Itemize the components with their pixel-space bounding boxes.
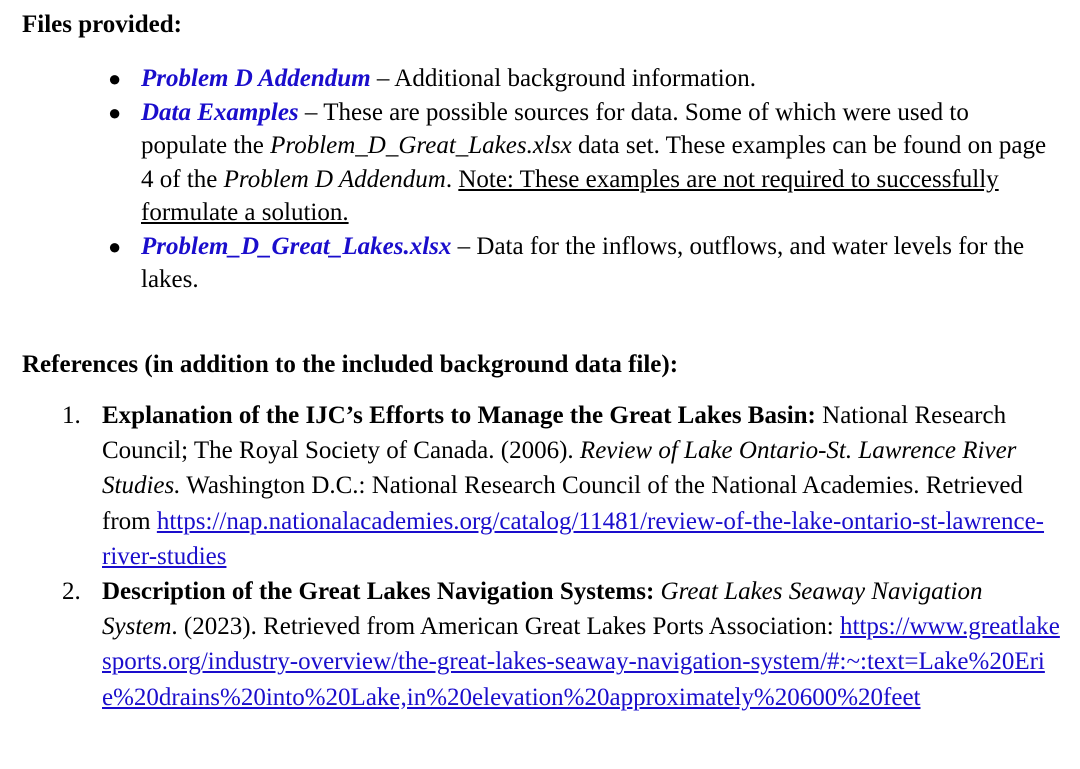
reference-italic: Review of Lake Ontario-St. Lawrence River Studies. (102, 437, 1017, 500)
bullet-icon: ● (108, 99, 122, 125)
reference-title: Explanation of the IJC’s Efforts to Manage the Great Lakes Basin: (102, 402, 816, 429)
reference-title: Description of the Great Lakes Navigation Systems: (102, 578, 655, 606)
reference-link-greatlakesports[interactable]: https://www.greatlakesports.org/industry-overview/the-great-lakes-seaway-navigation-system/#:~:text=Lake%20Erie%20drains%20into%20Lake,in%20elevation%20approximately%20600%20feet (102, 613, 1060, 711)
file-name-data-examples[interactable]: Data Examples (141, 98, 299, 126)
file-note: Note: These examples are not required to successfully formulate a solution. (141, 165, 999, 226)
file-separator: – (370, 65, 395, 92)
references-heading: References (in addition to the included background data file): (22, 351, 679, 378)
file-description: Additional background information. (394, 65, 756, 92)
reference-number: 2. (62, 578, 81, 606)
file-item-addendum (100, 62, 1060, 96)
file-name-addendum[interactable]: Problem D Addendum (141, 65, 371, 92)
file-description: data set. These examples can be found on page 4 of the (141, 132, 1047, 193)
files-heading: Files provided: (22, 11, 182, 38)
bullet-icon: ● (108, 66, 122, 91)
file-item-xlsx (100, 230, 1060, 297)
file-name-xlsx[interactable]: Problem_D_Great_Lakes.xlsx (141, 232, 452, 260)
files-list (100, 62, 1060, 297)
reference-text: Washington D.C.: National Research Council of the National Academies. Retrieved from (102, 472, 1023, 535)
reference-item-2 (52, 574, 1062, 715)
file-description: Data for the inflows, outflows, and water levels for the lakes. (141, 232, 1025, 293)
reference-text: National Research Council; The Royal Society of Canada. (2006). (102, 402, 1007, 465)
file-item-data-examples (100, 96, 1060, 230)
file-separator: – (451, 232, 477, 260)
file-description-italic: Problem_D_Great_Lakes.xlsx (270, 132, 572, 159)
file-description: These are possible sources for data. Some of which were used to populate the (141, 98, 969, 159)
reference-number: 1. (62, 402, 81, 429)
file-description: . (445, 165, 459, 193)
references-list (52, 398, 1062, 715)
reference-text: . (2023). Retrieved from American Great Lakes Ports Association: (171, 613, 841, 641)
reference-link-nap[interactable]: https://nap.nationalacademies.org/catalog/11481/review-of-the-lake-ontario-st-lawrence-river-studies (102, 507, 1045, 570)
reference-item-1 (52, 398, 1062, 574)
reference-italic: Great Lakes Seaway Navigation System (102, 578, 983, 641)
file-description-italic: Problem D Addendum (223, 165, 446, 193)
file-separator: – (298, 98, 324, 126)
bullet-icon: ● (108, 233, 122, 259)
